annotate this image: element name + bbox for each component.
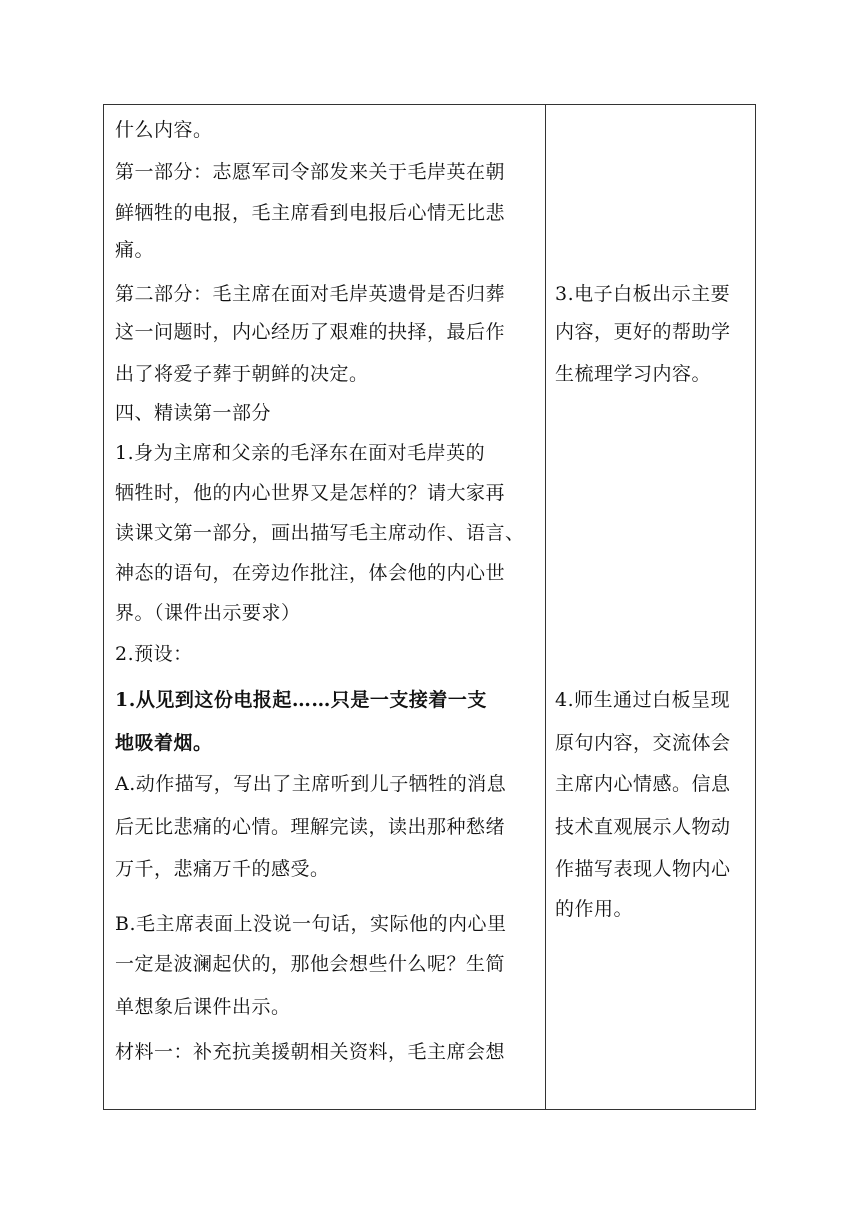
right-line-7: 技术直观展示人物动	[555, 816, 731, 838]
left-line-6: 这一问题时，内心经历了艰难的抉择，最后作	[115, 321, 506, 343]
section-heading: 四、精读第一部分	[115, 402, 272, 424]
right-line-4: 4.师生通过白板呈现	[555, 689, 731, 711]
column-divider	[545, 105, 546, 1109]
left-line-2: 第一部分：志愿军司令部发来关于毛岸英在朝	[115, 161, 506, 183]
right-line-9: 的作用。	[555, 898, 634, 920]
right-line-3: 生梳理学习内容。	[555, 363, 712, 385]
lesson-plan-table	[103, 104, 756, 1110]
quoted-sentence-line-2: 地吸着烟。	[115, 732, 213, 754]
left-line-20: B.毛主席表面上没说一句话，实际他的内心里	[115, 913, 507, 935]
left-line-21: 一定是波澜起伏的，那他会想些什么呢？生简	[115, 953, 506, 975]
left-line-13: 界。（课件出示要求）	[115, 602, 301, 624]
left-line-14: 2.预设：	[115, 643, 193, 665]
left-line-11: 读课文第一部分，画出描写毛主席动作、语言、	[115, 522, 525, 544]
right-line-5: 原句内容，交流体会	[555, 732, 731, 754]
right-line-6: 主席内心情感。信息	[555, 773, 731, 795]
left-line-9: 1.身为主席和父亲的毛泽东在面对毛岸英的	[115, 442, 486, 464]
left-line-7: 出了将爱子葬于朝鲜的决定。	[115, 363, 369, 385]
left-line-12: 神态的语句，在旁边作批注，体会他的内心世	[115, 562, 506, 584]
left-line-23: 材料一：补充抗美援朝相关资料，毛主席会想	[115, 1041, 506, 1063]
right-line-8: 作描写表现人物内心	[555, 858, 731, 880]
left-line-17: A.动作描写，写出了主席听到儿子牺牲的消息	[115, 773, 507, 795]
left-line-10: 牺牲时，他的内心世界又是怎样的？请大家再	[115, 482, 506, 504]
left-line-22: 单想象后课件出示。	[115, 996, 291, 1018]
left-line-5: 第二部分：毛主席在面对毛岸英遗骨是否归葬	[115, 283, 506, 305]
right-line-1: 3.电子白板出示主要	[555, 283, 731, 305]
left-line-4: 痛。	[115, 239, 155, 261]
left-line-3: 鲜牺牲的电报，毛主席看到电报后心情无比悲	[115, 202, 506, 224]
right-line-2: 内容，更好的帮助学	[555, 321, 731, 343]
left-line-18: 后无比悲痛的心情。理解完读，读出那种愁绪	[115, 816, 506, 838]
left-line-19: 万千，悲痛万千的感受。	[115, 858, 330, 880]
quoted-sentence-line-1: 1.从见到这份电报起……只是一支接着一支	[115, 689, 487, 711]
left-line-1: 什么内容。	[115, 119, 213, 141]
